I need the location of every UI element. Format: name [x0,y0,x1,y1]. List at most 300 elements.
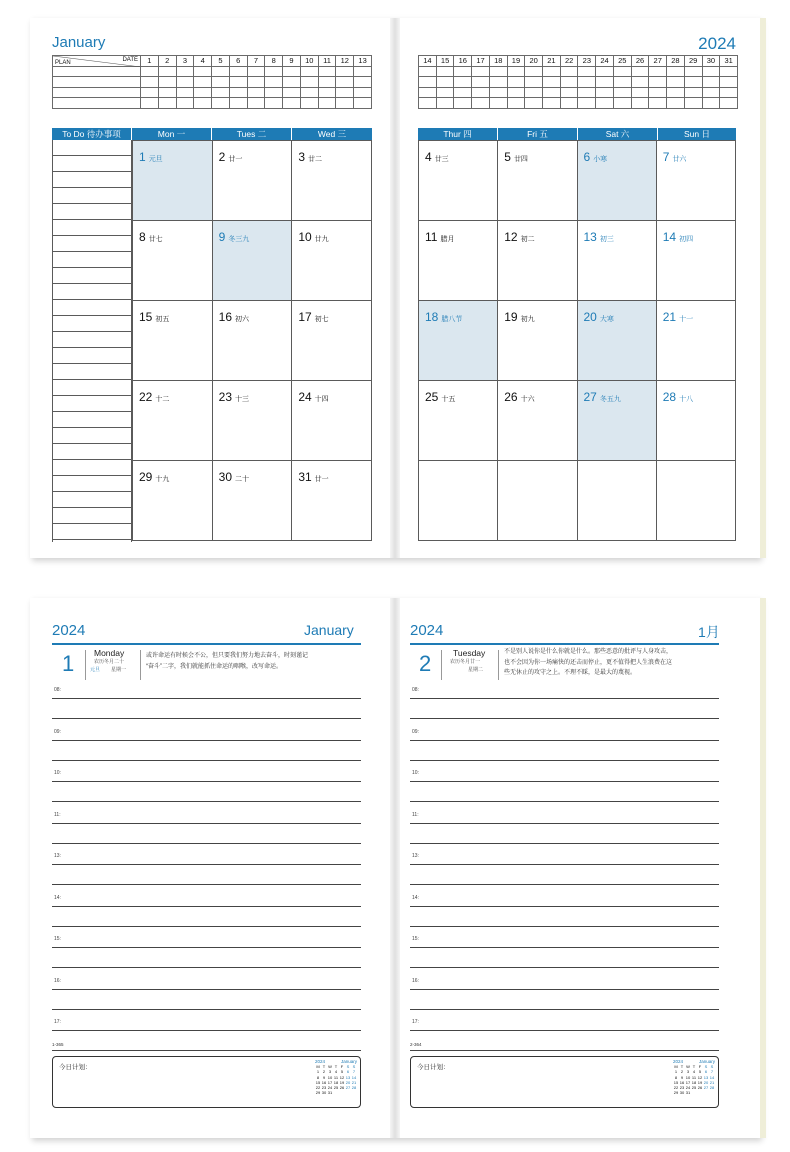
day-name: Monday [94,648,125,658]
day-number: 15 [139,310,153,324]
day-name: Tuesday [453,648,486,658]
plan-check-cell[interactable] [436,98,454,109]
hour-rule[interactable] [410,1030,719,1031]
calendar-day-cell[interactable] [419,381,498,461]
hour-rule[interactable] [410,823,719,824]
plan-check-cell[interactable] [318,87,336,98]
plan-check-cell[interactable] [336,66,354,77]
plan-check-cell[interactable] [336,77,354,88]
mini-day: 10 [327,1074,333,1080]
date-header-cell: 11 [318,56,336,67]
hour-rule[interactable] [410,906,719,907]
todo-line[interactable] [53,396,131,412]
mini-day: 3 [686,1069,690,1075]
mini-weekday: T [334,1064,338,1070]
plan-check-cell[interactable] [158,87,176,98]
hour-label: 14: [412,894,419,901]
plan-check-cell[interactable] [247,66,265,77]
calendar-day-cell[interactable] [212,381,292,461]
weekday-fri: Fri 五 [498,128,578,140]
plan-check-cell[interactable] [265,87,283,98]
plan-check-cell[interactable] [489,77,507,88]
hour-label: 08: [54,687,61,693]
todo-line[interactable] [53,300,131,316]
plan-check-cell[interactable] [454,66,472,77]
plan-check-cell[interactable] [247,87,265,98]
mini-day: 5 [698,1069,702,1075]
todo-line[interactable] [53,252,131,268]
plan-check-cell[interactable] [489,87,507,98]
mini-calendar-year: 2024 [315,1059,326,1064]
date-header-cell: 20 [525,56,543,67]
lunar-label: 十三 [235,396,250,403]
plan-check-cell[interactable] [631,66,649,77]
todo-line[interactable] [53,284,131,300]
plan-check-cell[interactable] [141,77,159,88]
hour-rule[interactable] [410,864,719,865]
plan-check-cell[interactable] [613,77,631,88]
calendar-day-cell[interactable] [292,461,372,541]
plan-check-cell[interactable] [472,66,490,77]
calendar-day-cell[interactable] [577,301,656,381]
date-header-cell: 5 [212,56,230,67]
calendar-day-cell[interactable] [133,381,213,461]
todo-line[interactable] [53,428,131,444]
hour-rule[interactable] [410,926,719,927]
calendar-day-cell[interactable] [419,141,498,221]
mini-calendar-grid [673,1064,715,1095]
plan-check-cell[interactable] [354,77,372,88]
day-number: 12 [504,230,518,244]
todo-line[interactable] [53,380,131,396]
date-header-cell: 15 [436,56,454,67]
mini-weekday: S [346,1064,350,1070]
plan-date-diagonal [53,56,140,66]
todo-line[interactable] [53,140,131,156]
plan-check-cell[interactable] [667,66,685,77]
plan-check-cell[interactable] [525,77,543,88]
hour-rule[interactable] [52,1030,361,1031]
mini-day: 23 [679,1085,685,1091]
hour-label: 08: [412,687,419,693]
plan-check-cell[interactable] [265,66,283,77]
plan-check-cell[interactable] [229,77,247,88]
calendar-day-cell[interactable] [577,461,656,541]
plan-check-cell[interactable] [176,87,194,98]
calendar-day-cell[interactable] [419,461,498,541]
plan-check-cell[interactable] [212,77,230,88]
hour-rule[interactable] [52,884,361,885]
hour-rule[interactable] [410,967,719,968]
todo-line[interactable] [53,268,131,284]
plan-check-cell[interactable] [684,66,702,77]
hour-rule[interactable] [52,843,361,844]
calendar-week-row [419,141,736,221]
hour-rule[interactable] [52,801,361,802]
today-plan-box[interactable] [52,1056,361,1108]
date-header-cell: 10 [300,56,318,67]
plan-check-cell[interactable] [336,87,354,98]
lunar-label: 冬三九 [228,236,250,243]
hour-rule[interactable] [52,926,361,927]
plan-check-cell[interactable] [436,77,454,88]
lunar-label: 二十 [235,476,250,483]
date-header-cell: 22 [560,56,578,67]
mini-day: 9 [322,1074,326,1080]
mini-day: 8 [674,1074,678,1080]
todo-line[interactable] [53,204,131,220]
calendar-week-row [419,301,736,381]
weekday-header-right [418,128,736,140]
plan-check-cell[interactable] [631,98,649,109]
day-number: 7 [662,150,670,164]
day-number: 23 [218,390,233,404]
month-title: January [52,34,106,51]
calendar-day-cell[interactable] [419,221,498,301]
hour-rule[interactable] [52,760,361,761]
plan-check-cell[interactable] [560,87,578,98]
todo-line[interactable] [53,364,131,380]
plan-check-cell[interactable] [194,66,212,77]
calendar-day-cell[interactable] [212,461,292,541]
mini-calendar-month: January [698,1059,715,1064]
hour-rule[interactable] [410,947,719,948]
todo-line[interactable] [53,508,131,524]
hour-label: 16: [54,977,61,984]
plan-check-cell[interactable] [578,98,596,109]
plan-check-cell[interactable] [507,98,525,109]
calendar-day-cell[interactable] [577,221,656,301]
plan-check-cell[interactable] [354,87,372,98]
plan-check-cell[interactable] [336,98,354,109]
mini-weekday: S [704,1064,708,1070]
hour-rule[interactable] [410,760,719,761]
plan-check-cell[interactable] [560,98,578,109]
daily-planner-spread [30,598,760,1138]
plan-check-cell[interactable] [454,98,472,109]
plan-check-cell[interactable] [720,66,738,77]
plan-check-cell[interactable] [489,66,507,77]
plan-check-cell[interactable] [141,98,159,109]
hour-rule[interactable] [52,1009,361,1010]
date-header-cell: 28 [667,56,685,67]
plan-check-cell[interactable] [212,98,230,109]
plan-check-cell[interactable] [141,87,159,98]
plan-check-cell[interactable] [419,66,437,77]
plan-check-cell[interactable] [596,66,614,77]
calendar-day-cell[interactable] [292,301,372,381]
plan-check-cell[interactable] [158,98,176,109]
plan-check-cell[interactable] [702,66,720,77]
plan-check-cell[interactable] [454,87,472,98]
hour-rule[interactable] [52,1050,361,1051]
hour-rule[interactable] [410,989,719,990]
plan-check-cell[interactable] [560,77,578,88]
plan-check-cell[interactable] [300,66,318,77]
hour-rule[interactable] [52,740,361,741]
hour-rule[interactable] [52,698,361,699]
plan-check-cell[interactable] [525,98,543,109]
calendar-day-cell[interactable] [133,301,213,381]
plan-check-cell[interactable] [354,98,372,109]
calendar-day-cell[interactable] [498,301,577,381]
date-header-cell: 4 [194,56,212,67]
day-number: 9 [218,230,226,244]
plan-check-cell[interactable] [578,77,596,88]
plan-check-cell[interactable] [649,98,667,109]
calendar-day-cell[interactable] [498,381,577,461]
plan-check-cell[interactable] [247,77,265,88]
calendar-day-cell[interactable] [419,301,498,381]
plan-check-cell[interactable] [684,98,702,109]
calendar-day-cell[interactable] [133,461,213,541]
calendar-day-cell[interactable] [212,221,292,301]
todo-line[interactable] [53,476,131,492]
plan-check-cell[interactable] [667,98,685,109]
plan-check-cell[interactable] [543,66,561,77]
plan-check-cell[interactable] [158,77,176,88]
hour-rule[interactable] [52,906,361,907]
plan-check-cell[interactable] [472,98,490,109]
hour-rule[interactable] [410,740,719,741]
plan-check-cell[interactable] [354,66,372,77]
plan-check-cell[interactable] [720,77,738,88]
plan-check-cell[interactable] [194,98,212,109]
plan-check-cell[interactable] [176,66,194,77]
hour-rule[interactable] [410,1009,719,1010]
plan-date-grid-right [418,55,738,109]
mini-day: 26 [697,1085,703,1091]
date-header-cell: 19 [507,56,525,67]
day-number: 3 [298,150,305,164]
plan-check-cell[interactable] [194,87,212,98]
hour-rule[interactable] [410,781,719,782]
plan-check-cell[interactable] [436,87,454,98]
todo-line[interactable] [53,348,131,364]
plan-check-cell[interactable] [283,87,301,98]
plan-check-cell[interactable] [613,66,631,77]
hour-label: 10: [412,770,419,776]
plan-check-cell[interactable] [265,98,283,109]
plan-check-cell[interactable] [613,87,631,98]
plan-check-cell[interactable] [525,87,543,98]
plan-check-cell[interactable] [318,98,336,109]
hour-rule[interactable] [410,801,719,802]
todo-line[interactable] [53,220,131,236]
plan-check-cell[interactable] [318,66,336,77]
plan-check-cell[interactable] [702,87,720,98]
plan-check-cell[interactable] [283,98,301,109]
mini-day: 12 [339,1074,345,1080]
calendar-day-cell[interactable] [577,381,656,461]
calendar-day-cell[interactable] [656,461,735,541]
todo-line[interactable] [53,460,131,476]
plan-check-cell[interactable] [649,66,667,77]
plan-check-cell[interactable] [560,66,578,77]
plan-check-cell[interactable] [631,77,649,88]
calendar-day-cell[interactable] [498,141,577,221]
calendar-week-row [133,461,372,541]
hour-rule[interactable] [52,947,361,948]
plan-check-cell[interactable] [300,98,318,109]
calendar-day-cell[interactable] [292,381,372,461]
calendar-day-cell[interactable] [212,141,292,221]
plan-check-cell[interactable] [543,87,561,98]
plan-check-cell[interactable] [702,98,720,109]
plan-check-cell[interactable] [578,66,596,77]
plan-check-cell[interactable] [229,87,247,98]
calendar-day-cell[interactable] [133,221,213,301]
plan-check-cell[interactable] [419,98,437,109]
plan-check-cell[interactable] [596,87,614,98]
day-number: 16 [218,310,233,324]
plan-check-cell[interactable] [419,77,437,88]
day-number: 1 [62,651,75,676]
plan-check-cell[interactable] [596,77,614,88]
date-header-cell: 6 [229,56,247,67]
plan-check-cell[interactable] [229,98,247,109]
calendar-day-cell[interactable] [656,301,735,381]
hour-rule[interactable] [52,967,361,968]
plan-cell [53,98,141,109]
todo-line[interactable] [53,236,131,252]
lunar-label: 廿七 [148,236,163,243]
plan-check-cell[interactable] [194,77,212,88]
calendar-day-cell[interactable] [292,221,372,301]
plan-check-cell[interactable] [300,77,318,88]
day-number: 8 [139,230,146,244]
plan-check-cell[interactable] [212,87,230,98]
plan-check-cell[interactable] [158,66,176,77]
calendar-day-cell[interactable] [656,381,735,461]
todo-line[interactable] [53,412,131,428]
plan-check-cell[interactable] [507,66,525,77]
day-number: 25 [425,390,439,404]
plan-check-cell[interactable] [578,87,596,98]
plan-check-cell[interactable] [283,77,301,88]
plan-check-cell[interactable] [649,77,667,88]
date-header-cell: 23 [578,56,596,67]
plan-check-cell[interactable] [631,87,649,98]
plan-check-cell[interactable] [265,77,283,88]
mini-day: 22 [673,1085,679,1091]
mini-day: 17 [685,1079,691,1085]
hour-rule[interactable] [410,843,719,844]
daily-month-left: January [304,622,354,638]
calendar-day-cell[interactable] [498,461,577,541]
hour-rule[interactable] [410,698,719,699]
plan-check-cell[interactable] [419,87,437,98]
plan-check-cell[interactable] [507,77,525,88]
plan-check-cell[interactable] [543,98,561,109]
todo-line[interactable] [53,316,131,332]
hour-rule[interactable] [52,781,361,782]
plan-check-cell[interactable] [720,98,738,109]
todo-line[interactable] [53,156,131,172]
plan-check-cell[interactable] [176,98,194,109]
plan-check-cell[interactable] [176,77,194,88]
today-plan-box[interactable] [410,1056,719,1108]
lunar-label: 十二 [155,396,170,403]
plan-check-cell[interactable] [720,87,738,98]
plan-check-cell[interactable] [318,77,336,88]
mini-day: 15 [315,1079,321,1085]
calendar-day-cell[interactable] [577,141,656,221]
mini-calendar-year: 2024 [673,1059,684,1064]
plan-check-cell[interactable] [454,77,472,88]
calendar-day-cell[interactable] [212,301,292,381]
plan-check-cell[interactable] [525,66,543,77]
todo-line[interactable] [53,172,131,188]
todo-line[interactable] [53,524,131,540]
date-grid-row [53,98,372,109]
plan-check-cell[interactable] [229,66,247,77]
plan-check-cell[interactable] [667,77,685,88]
header-rule [52,643,361,645]
daily-year-left: 2024 [52,622,86,639]
weekday-header-left [52,128,372,140]
mini-calendar-month: January [340,1059,357,1064]
plan-check-cell[interactable] [684,87,702,98]
plan-check-cell[interactable] [489,98,507,109]
plan-check-cell[interactable] [436,66,454,77]
plan-check-cell[interactable] [596,98,614,109]
today-plan-label: 今日计划： [417,1064,450,1071]
hour-rule[interactable] [410,1050,719,1051]
lunar-label: 初五 [155,316,170,323]
hour-rule[interactable] [52,864,361,865]
calendar-day-cell[interactable] [656,221,735,301]
date-grid-row [53,77,372,88]
plan-check-cell[interactable] [613,98,631,109]
plan-check-cell[interactable] [543,77,561,88]
mini-weekday: F [340,1064,344,1070]
plan-check-cell[interactable] [649,87,667,98]
daily-year-right: 2024 [410,622,444,639]
plan-check-cell[interactable] [472,87,490,98]
plan-check-cell[interactable] [141,66,159,77]
mini-day: 8 [316,1074,320,1080]
hour-rule[interactable] [52,718,361,719]
plan-check-cell[interactable] [702,77,720,88]
calendar-day-cell[interactable] [656,141,735,221]
todo-line[interactable] [53,332,131,348]
plan-check-cell[interactable] [472,77,490,88]
todo-line[interactable] [53,492,131,508]
calendar-day-cell[interactable] [133,141,213,221]
hour-rule[interactable] [410,884,719,885]
calendar-day-cell[interactable] [498,221,577,301]
mini-day: 14 [709,1074,715,1080]
todo-line[interactable] [53,188,131,204]
hour-rule[interactable] [52,823,361,824]
mini-day: 23 [321,1085,327,1091]
todo-line[interactable] [53,444,131,460]
mini-day: 13 [703,1074,709,1080]
plan-label: PLAN [55,59,71,66]
hour-rule[interactable] [52,989,361,990]
hour-rule[interactable] [410,718,719,719]
day-number: 10 [298,230,312,244]
plan-check-cell[interactable] [247,98,265,109]
plan-check-cell[interactable] [212,66,230,77]
plan-check-cell[interactable] [300,87,318,98]
plan-check-cell[interactable] [507,87,525,98]
plan-check-cell[interactable] [283,66,301,77]
plan-check-cell[interactable] [684,77,702,88]
calendar-day-cell[interactable] [292,141,372,221]
plan-check-cell[interactable] [667,87,685,98]
